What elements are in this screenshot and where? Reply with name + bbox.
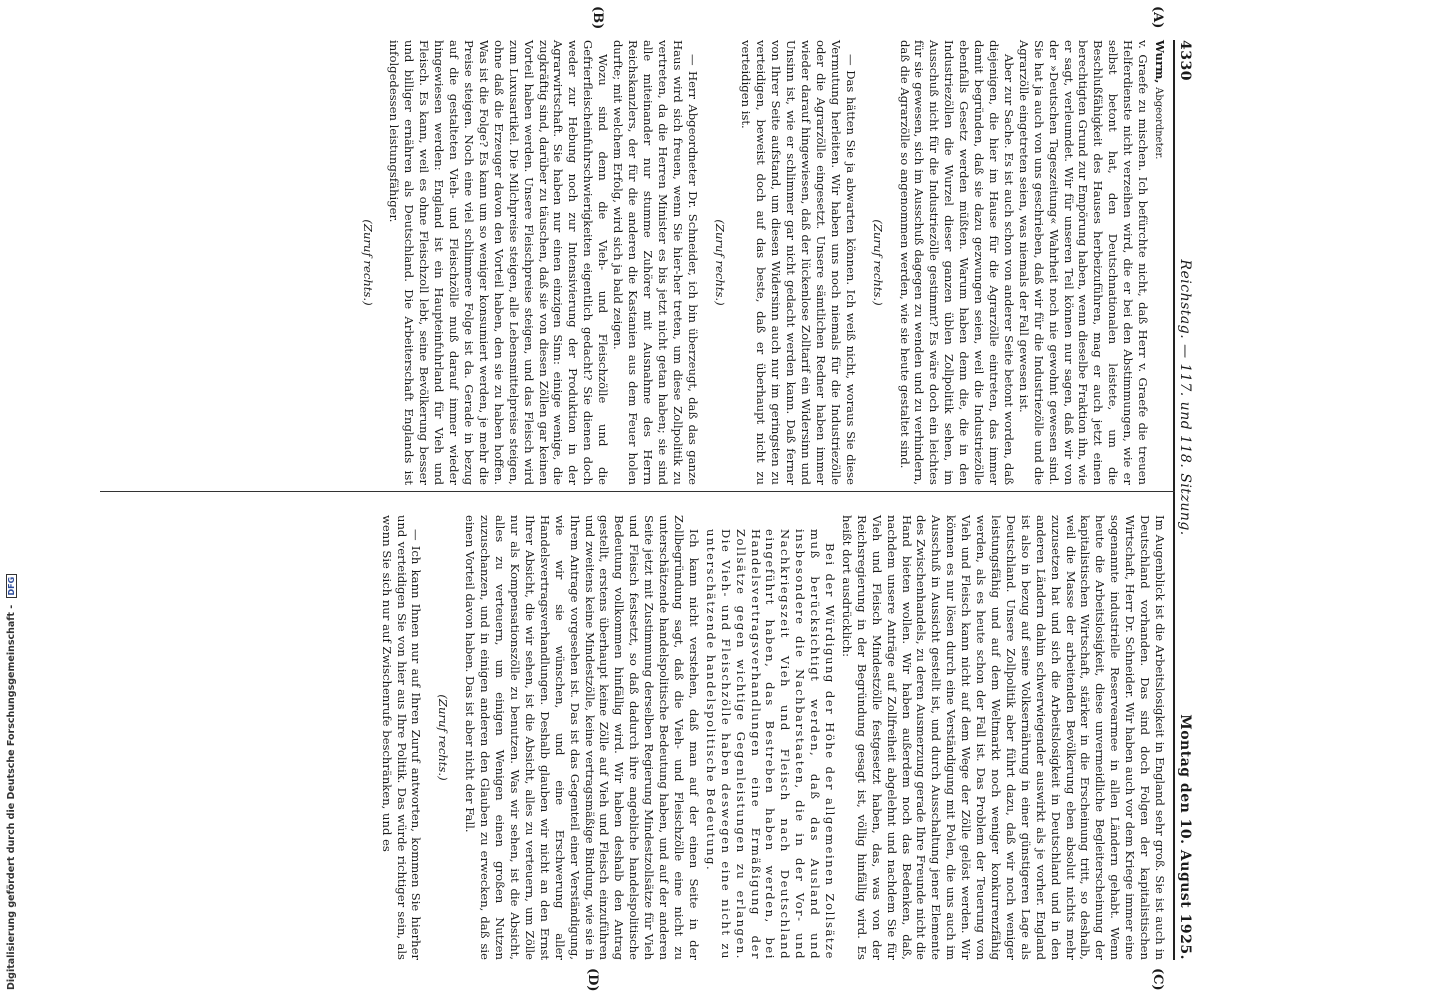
interjection: (Zuruf rechts.) bbox=[436, 694, 451, 781]
margin-marker-a: (A) bbox=[1150, 6, 1165, 29]
session-date: Montag den 10. August 1925. bbox=[1177, 714, 1193, 960]
speaker-line bbox=[1150, 40, 1167, 485]
margin-marker-c: (C) bbox=[1150, 968, 1165, 991]
paragraph: Ich kann nicht verstehen, daß man auf der einen Seite in der Zollbegründung sagt, daß die Vieh- und Fleischzölle eine nicht zu unterschätzende handelspolitische Bedeutung haben, und auf der anderen Seite jetzt mit Zustimmung derselben Regierung Mindestzollsätze für Vieh und Fleisch festsetzt, so daß dadurch ihre angebliche handelspolitische Bedeutung vollkommen hinfällig wird. Wir haben deshalb den Antrag gestellt, erstens überhaupt keine Zölle auf Vieh und Fleisch einzuführen und zweitens keine Mindestzölle, keine vertragsmäßige Bindung, wie sie in Ihrem Antrage vorgesehen ist. Das ist das Gegenteil einer Verständigung, wie wir sie wünschen, und eine Erschwerung aller Handelsvertragsverhandlungen. Deshalb glauben wir nicht an den Ernst Ihrer Absicht, die wir sehen, ist die Absicht, alles zu verteuern, um Zölle nur als Kompensationszölle zu benutzen. Was wir sehen, ist die Absicht, alles zu verteuern, um einigen Wenigen einen großen Nutzen zuzuschanzen, und in einigen anderen den Glauben zu erwecken, daß sie einen Vorteil davon haben. Das ist aber nicht der Fall. bbox=[463, 515, 701, 960]
right-column bbox=[379, 515, 1167, 960]
dfg-logo-icon: DFG bbox=[6, 574, 17, 599]
speaker-name: Wurm, bbox=[1153, 40, 1167, 84]
page-number: 4330 bbox=[1177, 40, 1193, 81]
paragraph: v. Graefe zu mischen. Ich befürchte nicht, daß Herr v. Graefe die treuen Helferdienste nicht verzeihen wird, die er bei den Abstimmungen, wie er selbst betont hat, den Deutschnationalen leistete, um die Beschlußfähigkeit des Hauses herbeizuführen, mag er auch jetzt einen berechtigten Grund zur Empörung haben, wenn dieselbe Fraktion ihn, wie er sagt, verleumdet. Wir für unseren Teil können nur sagen, daß wir von der »Deutschen Tageszeitung« Wahrheit noch nie gewohnt gewesen sind. Sie hat ja auch von uns geschrieben, daß wir für die Industriezölle und die Agrarzölle eingetreten seien, was niemals der Fall gewesen ist. bbox=[1016, 40, 1151, 485]
left-column bbox=[348, 40, 1167, 485]
quotation: Bei der Würdigung der Höhe der allgemeinen Zollsätze muß berücksichtigt werden, daß das Ausland und insbesondere die Nachbarstaaten, die in der Vor- und Nachkriegszeit Vieh und Fleisch nach Deutschland eingeführt haben, das Bestreben haben werden, bei Handelsvertragsverhandlungen eine Ermäßigung der Zollsätze gegen wichtige Gegenleistungen zu erlangen. Die Vieh- und Fleischzölle haben deswegen eine nicht zu unterschätzende handelspolitische Bedeutung. bbox=[703, 529, 838, 960]
paragraph: — Herr Abgeordneter Dr. Schneider, ich bin überzeugt, daß das ganze Haus wird sich freuen, wenn Sie hier-her treten, um diese Zollpolitik zu vertreten, da die Herren Minister es bis jetzt nicht getan haben; sie sind alle miteinander nur stumme Zuhörer mit Ausnahme des Herrn Reichskanzlers, der für die anderen die Kastanien aus dem Feuer holen durfte; mit welchem Erfolg, wird sich ja bald zeigen. bbox=[611, 40, 700, 485]
column-divider bbox=[100, 491, 1175, 492]
interjection: (Zuruf rechts.) bbox=[360, 219, 375, 306]
paragraph: — Das hätten Sie ja abwarten können. Ich weiß nicht, woraus Sie diese Vermutung herleiten. Wir haben uns noch niemals für die Industriezölle oder die Agrarzölle eingesetzt. Unsere sämtlichen Redner haben immer wieder darauf hingewiesen, daß der lückenlose Zolltarif ein Widersinn und Unsinn ist, wie er schlimmer gar nicht gedacht werden kann. Daß ferner von Ihrer Seite aufstand, um diesen Widersinn auch nur im geringsten zu verteidigen, beweist doch auf das beste, daß er überhaupt nicht zu verteidigen ist. bbox=[739, 40, 858, 485]
interjection: (Zuruf rechts.) bbox=[712, 219, 727, 306]
session-title: Reichstag. — 117. und 118. Sitzung. bbox=[1177, 259, 1193, 536]
paragraph: Wozu sind denn die Vieh- und Fleischzölle und die Gefrierfleischeinfuhrschwierigkeiten eigentlich gedacht? Sie dienen doch weder zur Hebung noch zur Intensivierung der Produktion in der Agrarwirtschaft. Sie haben nur einen einzigen Sinn: einige wenige, die zugkräftig sind, darüber zu täuschen, daß sie von diesen Zöllen gar keinen Vorteil haben werden. Unsere Fleischpreise steigen, und das Fleisch wird zum Luxusartikel. Die Milchpreise steigen, alle Lebensmittelpreise steigen, ohne daß die Erzeuger davon den Vorteil haben, den sie zu haben hoffen. Was ist die Folge? Es kann um so weniger konsumiert werden, je mehr die Preise steigen. Noch eine viel schlimmere Folge ist da. Gerade in bezug auf die gestalteten Vieh- und Fleischzölle muß darauf immer wieder hingewiesen werden: England ist ein Haupteinfuhrland für Vieh und Fleisch. Es kann, weil es ohne Fleischzoll lebt, seine Bevölkerung besser und billiger ernähren als Deutschland. Die Arbeiterschaft Englands ist infolgedessen leistungsfähiger. bbox=[387, 40, 611, 485]
margin-marker-b: (B) bbox=[590, 6, 605, 30]
margin-marker-d: (D) bbox=[585, 968, 600, 992]
paragraph: Im Augenblick ist die Arbeitslosigkeit in England sehr groß. Sie ist auch in Deutschland vorhanden. Das sind doch Folgen der kapitalistischen Wirtschaft, Herr Dr. Schneider. Wir haben auch vor dem Kriege immer eine sogenannte industrielle Reservearmee in allen Ländern gehabt. Wenn heute die Arbeitslosigkeit, diese unvermeidliche Begleiterscheinung der kapitalistischen Wirtschaft, stärker in die Erscheinung tritt, so deshalb, weil die Masse der arbeitenden Bevölkerung eben absolut nichts mehr zuzusetzen hat und sich die Arbeitslosigkeit in Deutschland und in den anderen Ländern dahin schwerwiegender auswirkt als je vorher. England ist also in bezug auf seine Volksernährung in einer günstigeren Lage als Deutschland. Unsere Zollpolitik aber führt dazu, daß wir noch weniger leistungsfähig und auf dem Weltmarkt noch weniger konkurrenzfähig werden, als es heute schon der Fall ist. Das Problem der Teuerung von Vieh und Fleisch kann nicht auf dem Wege der Zölle gelöst werden. Wir können es nur lösen durch eine Verständigung mit Polen, die uns auch im Ausschuß in Aussicht gestellt ist, und durch Ausschaltung jener Elemente des Zwischenhandels, zu deren Ausmerzung gerade Ihre Freunde nicht die Hand bieten wollen. Wir haben außerdem noch das Bedenken, daß, nachdem unsere Anträge auf Zollfreiheit abgelehnt und nachdem Sie für Vieh und Fleisch Mindestzölle festgesetzt haben, das, was von der Reichsregierung in der Begründung gesagt ist, völlig hinfällig wird. Es heißt dort ausdrücklich: bbox=[839, 515, 1167, 960]
credit-text: Digitalisierung gefördert durch die Deutsche Forschungsgemeinschaft - bbox=[6, 604, 17, 990]
document-page bbox=[15, 0, 1305, 1000]
digitization-credit bbox=[6, 0, 26, 1000]
interjection: (Zuruf rechts.) bbox=[870, 219, 885, 306]
page-header bbox=[1173, 40, 1207, 960]
paragraph: Aber zur Sache. Es ist auch schon von anderer Seite betont worden, daß diejenigen, die hier im Hause für die Agrarzölle eintreten, das immer damit begründen, daß sie dazu gezwungen seien, weil die Industriezölle ebenfalls Gesetz werden müßten. Warum haben denn die, die in den Industriezöllen die Wurzel dieser ganzen üblen Zollpolitik sehen, im Ausschuß nicht für die Industriezölle gestimmt? Es wäre doch ein leichtes für sie gewesen, sich im Ausschuß dagegen zu wenden und zu verhindern, daß die Agrarzölle so angenommen werden, wie sie heute gestaltet sind. bbox=[897, 40, 1016, 485]
speaker-role: Abgeordneter. bbox=[1153, 87, 1164, 160]
paragraph: — Ich kann Ihnen nur auf Ihren Zuruf antworten, kommen Sie hierher und verteidigen Sie von hier aus Ihre Politik. Das würde richtiger sein, als wenn Sie sich nur auf Zwischenrufe beschränken, und es bbox=[379, 515, 424, 960]
